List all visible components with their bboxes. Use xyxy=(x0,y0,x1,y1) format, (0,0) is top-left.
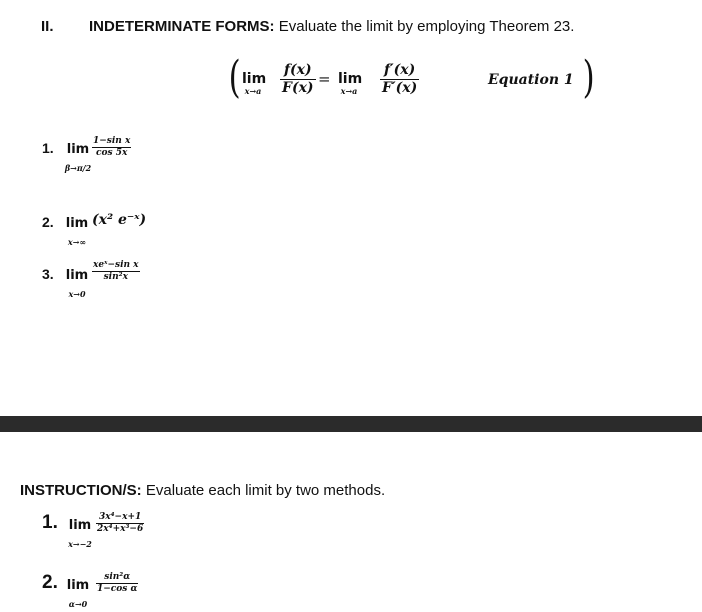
problem-number: 3. xyxy=(42,266,54,282)
lim-subscript: x→−2 xyxy=(68,539,92,549)
problem-expression: (x² e⁻ˣ) xyxy=(92,212,147,228)
rhs-denominator: F′(x) xyxy=(382,80,418,97)
section-heading xyxy=(41,18,574,35)
section-title: INDETERMINATE FORMS: xyxy=(89,18,275,35)
theorem-lim-left xyxy=(242,71,267,96)
instruction-label: INSTRUCTION/S: xyxy=(20,482,142,499)
lim-subscript: β→π/2 xyxy=(64,163,92,173)
equation-label: Equation 1 xyxy=(488,72,574,88)
denominator: sin²x xyxy=(103,272,128,282)
problem-limit xyxy=(64,266,90,302)
exercise-fraction xyxy=(96,572,138,595)
problem-3 xyxy=(42,260,242,299)
denominator: cos 5x xyxy=(96,148,128,158)
lim-subscript: x→∞ xyxy=(67,237,87,247)
section-divider xyxy=(0,416,702,432)
lim-word: lim xyxy=(65,268,89,283)
numerator: 1−sin x xyxy=(93,136,131,146)
lim-word: lim xyxy=(68,518,92,533)
instruction-text: Evaluate each limit by two methods. xyxy=(145,482,386,499)
problem-number: 2. xyxy=(42,214,54,230)
problem-limit xyxy=(64,140,92,176)
denominator: 1−cos α xyxy=(97,584,138,594)
lim-word: lim xyxy=(242,71,267,87)
problem-1 xyxy=(42,136,242,172)
instruction xyxy=(20,482,385,499)
problem-fraction xyxy=(92,136,131,159)
exercise-2 xyxy=(42,570,242,609)
problem-fraction xyxy=(92,260,140,283)
lim-word: lim xyxy=(65,216,89,231)
problem-limit xyxy=(64,214,90,250)
theorem-rhs-fraction xyxy=(380,62,419,97)
exercise-number: 1. xyxy=(42,512,58,533)
exercise-limit xyxy=(64,516,96,552)
theorem-equation xyxy=(226,52,600,106)
problem-number: 1. xyxy=(42,140,54,156)
lim-subscript: α→0 xyxy=(68,599,88,609)
numerator: sin²α xyxy=(104,572,131,582)
lhs-denominator: F(x) xyxy=(282,80,314,97)
exercise-1 xyxy=(42,510,242,549)
exercise-limit xyxy=(64,576,92,612)
denominator: 2x⁴+x³−6 xyxy=(97,524,144,534)
lim-word: lim xyxy=(66,578,90,593)
lim-subscript: x→a xyxy=(340,86,358,96)
rhs-numerator: f′(x) xyxy=(383,62,416,78)
lim-subscript: x→a xyxy=(244,86,262,96)
section-text: Evaluate the limit by employing Theorem 23. xyxy=(278,18,575,35)
numerator: 3x⁴−x+1 xyxy=(98,512,142,522)
numerator: xeˣ−sin x xyxy=(93,260,139,270)
right-paren: ) xyxy=(582,52,595,103)
exercise-fraction xyxy=(96,512,144,535)
lim-word: lim xyxy=(338,71,363,87)
lim-word: lim xyxy=(66,142,90,157)
theorem-lim-right xyxy=(338,71,363,96)
section-number: II. xyxy=(41,18,54,35)
lim-subscript: x→0 xyxy=(68,289,86,299)
equals-sign: = xyxy=(318,70,331,88)
exercise-number: 2. xyxy=(42,572,58,593)
problem-2 xyxy=(42,210,242,247)
left-paren: ( xyxy=(228,52,241,103)
theorem-lhs-fraction xyxy=(280,62,316,97)
lhs-numerator: f(x) xyxy=(283,62,312,78)
